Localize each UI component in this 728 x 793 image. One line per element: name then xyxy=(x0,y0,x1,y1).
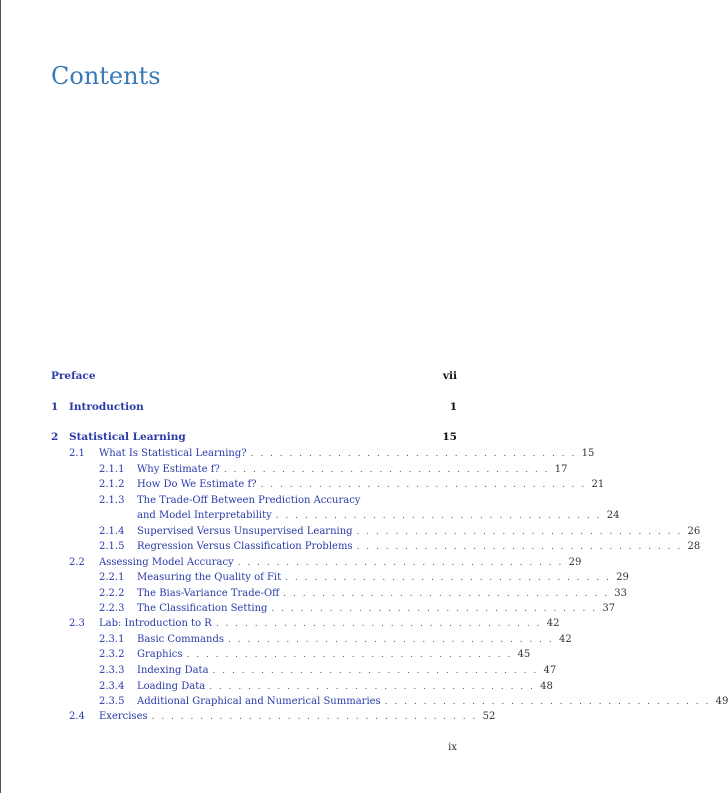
toc-entry-page: 37 xyxy=(602,603,616,614)
toc-entry-title: Regression Versus Classification Problems xyxy=(137,541,353,552)
toc-entry-2-2-2[interactable]: 2.2.2 The Bias-Variance Trade-Off . . . . . . . . . . . . . . . . . . . . . . . . . . . . . . . . . . 33 xyxy=(99,586,457,602)
toc-entry-number: 2.1.4 xyxy=(99,526,125,537)
toc-entry-number: 2.2 xyxy=(69,557,85,568)
toc-entry-page: 28 xyxy=(687,541,701,552)
toc-entry-2-3[interactable]: 2.3 Lab: Introduction to R . . . . . . . . . . . . . . . . . . . . . . . . . . . . . . . . . . 42 xyxy=(69,616,457,632)
toc-entry-title: Lab: Introduction to R xyxy=(99,618,212,629)
toc-entry-number: 2.3.5 xyxy=(99,696,125,707)
toc-entry-number: 2.3.1 xyxy=(99,634,125,645)
toc-entry-title: Additional Graphical and Numerical Summaries xyxy=(137,696,381,707)
toc-entry-2-1-2[interactable]: 2.1.2 How Do We Estimate f? . . . . . . . . . . . . . . . . . . . . . . . . . . . . . . . . . . 21 xyxy=(99,477,457,493)
toc-entry-page: 48 xyxy=(540,681,553,692)
toc-entry-number: 2.2.1 xyxy=(99,572,125,583)
toc-entry-2-1-1[interactable]: 2.1.1 Why Estimate f? . . . . . . . . . . . . . . . . . . . . . . . . . . . . . . . . . . 17 xyxy=(99,462,457,478)
toc-entry-title: The Classification Setting xyxy=(137,603,268,614)
toc-entry-title: The Bias-Variance Trade-Off xyxy=(137,588,280,599)
toc-entry-page: 29 xyxy=(616,572,629,583)
toc-entry-number: 2.1.5 xyxy=(99,541,125,552)
toc-entry-page: 29 xyxy=(568,557,582,568)
toc-entry-2-3-5[interactable]: 2.3.5 Additional Graphical and Numerical Summaries . . . . . . . . . . . . . . . . . . . . . . . . . . . . . . . . . . 49 xyxy=(99,694,457,710)
toc-entry-number: 2.1.2 xyxy=(99,479,125,490)
toc-entry-number: 2.1.3 xyxy=(99,495,125,506)
toc-entry-page: 15 xyxy=(581,448,595,459)
toc-entry-number: 2.3.3 xyxy=(99,665,125,676)
toc-entry-number: 2.2.3 xyxy=(99,603,125,614)
page-number: ix xyxy=(448,742,457,753)
toc-entry-number: 2.3 xyxy=(69,618,85,629)
toc-entry-number: 2.4 xyxy=(69,711,85,722)
toc-entry-title: Exercises xyxy=(99,711,148,722)
toc-entry-page: 45 xyxy=(517,649,531,660)
toc-entry-page: 24 xyxy=(606,510,620,521)
toc-entry-title: Measuring the Quality of Fit xyxy=(137,572,282,583)
toc-entry-preface[interactable] xyxy=(51,368,457,384)
toc-entry-page: 26 xyxy=(687,526,701,537)
toc-entry-page: 47 xyxy=(543,665,557,676)
toc-entry-title: Preface xyxy=(51,370,96,382)
toc-entry-2-1-4[interactable]: 2.1.4 Supervised Versus Unsupervised Learning . . . . . . . . . . . . . . . . . . . . . . . . . . . . . . . . . . 26 xyxy=(99,524,457,540)
toc-entry-2-3-1[interactable]: 2.3.1 Basic Commands . . . . . . . . . . . . . . . . . . . . . . . . . . . . . . . . . . 42 xyxy=(99,632,457,648)
toc-entry-2-2-3[interactable]: 2.2.3 The Classification Setting . . . . . . . . . . . . . . . . . . . . . . . . . . . . . . . . . . 37 xyxy=(99,601,457,617)
toc-entry-page: 52 xyxy=(482,711,496,722)
toc-entry-title: Statistical Learning xyxy=(69,431,186,443)
toc-entry-page: 15 xyxy=(442,431,457,443)
toc-entry-2-1-3-continued[interactable]: and Model Interpretability . . . . . . . . . . . . . . . . . . . . . . . . . . . . . . . . . . 24 xyxy=(137,508,457,524)
toc-entry-2-2-1[interactable]: 2.2.1 Measuring the Quality of Fit . . . . . . . . . . . . . . . . . . . . . . . . . . . . . . . . . . 29 xyxy=(99,570,457,586)
toc-entry-2-3-4[interactable]: 2.3.4 Loading Data . . . . . . . . . . . . . . . . . . . . . . . . . . . . . . . . . . 48 xyxy=(99,679,457,695)
toc-entry-page: 33 xyxy=(614,588,627,599)
toc-entry-page: 42 xyxy=(558,634,572,645)
toc-entry-page: 1 xyxy=(449,401,457,413)
toc-entry-number: 2.1.1 xyxy=(99,464,125,475)
toc-entry-title: Assessing Model Accuracy xyxy=(99,557,234,568)
toc-entry-title: How Do We Estimate f? xyxy=(137,479,257,490)
toc-entry-2-2[interactable]: 2.2 Assessing Model Accuracy . . . . . . . . . . . . . . . . . . . . . . . . . . . . . . . . . . 29 xyxy=(69,555,457,571)
toc-entry-title: and Model Interpretability xyxy=(137,510,272,521)
toc-entry-title: The Trade-Off Between Prediction Accuracy xyxy=(137,495,361,506)
toc-entry-title: Basic Commands xyxy=(137,634,224,645)
toc-entry-number: 2.1 xyxy=(69,448,85,459)
toc-entry-title: Loading Data xyxy=(137,681,206,692)
toc-entry-2-4[interactable]: 2.4 Exercises . . . . . . . . . . . . . . . . . . . . . . . . . . . . . . . . . . 52 xyxy=(69,709,457,725)
toc-entry-title: Supervised Versus Unsupervised Learning xyxy=(137,526,353,537)
toc-entry-title: Indexing Data xyxy=(137,665,209,676)
toc-entry-title: Why Estimate f? xyxy=(137,464,220,475)
contents-heading: Contents xyxy=(51,62,161,91)
toc-entry-number: 2.2.2 xyxy=(99,588,125,599)
toc-entry-page: 17 xyxy=(554,464,568,475)
toc-entry-2-3-3[interactable]: 2.3.3 Indexing Data . . . . . . . . . . . . . . . . . . . . . . . . . . . . . . . . . . 47 xyxy=(99,663,457,679)
toc-entry-title: Graphics xyxy=(137,649,183,660)
toc-entry-2-1-5[interactable]: 2.1.5 Regression Versus Classification Problems . . . . . . . . . . . . . . . . . . . . . . . . . . . . . . . . . . 28 xyxy=(99,539,457,555)
toc-entry-page: 49 xyxy=(715,696,728,707)
toc-entry-title: What Is Statistical Learning? xyxy=(99,448,247,459)
toc-entry-title: Introduction xyxy=(69,401,144,413)
toc-entry-2-3-2[interactable]: 2.3.2 Graphics . . . . . . . . . . . . . . . . . . . . . . . . . . . . . . . . . . 45 xyxy=(99,647,457,663)
toc-entry-2-1-3[interactable] xyxy=(99,493,457,509)
toc-entry-number: 1 xyxy=(51,401,59,413)
toc-entry-page: 21 xyxy=(591,479,605,490)
toc-entry-chapter-1[interactable] xyxy=(51,399,457,415)
toc-entry-number: 2.3.4 xyxy=(99,681,125,692)
toc-entry-number: 2.3.2 xyxy=(99,649,125,660)
toc-entry-chapter-2[interactable] xyxy=(51,429,457,445)
toc-entry-page: 42 xyxy=(546,618,560,629)
toc-entry-2-1[interactable]: 2.1 What Is Statistical Learning? . . . . . . . . . . . . . . . . . . . . . . . . . . . . . . . . . . 15 xyxy=(69,446,457,462)
toc-entry-page: vii xyxy=(442,370,457,382)
toc-entry-number: 2 xyxy=(51,431,59,443)
